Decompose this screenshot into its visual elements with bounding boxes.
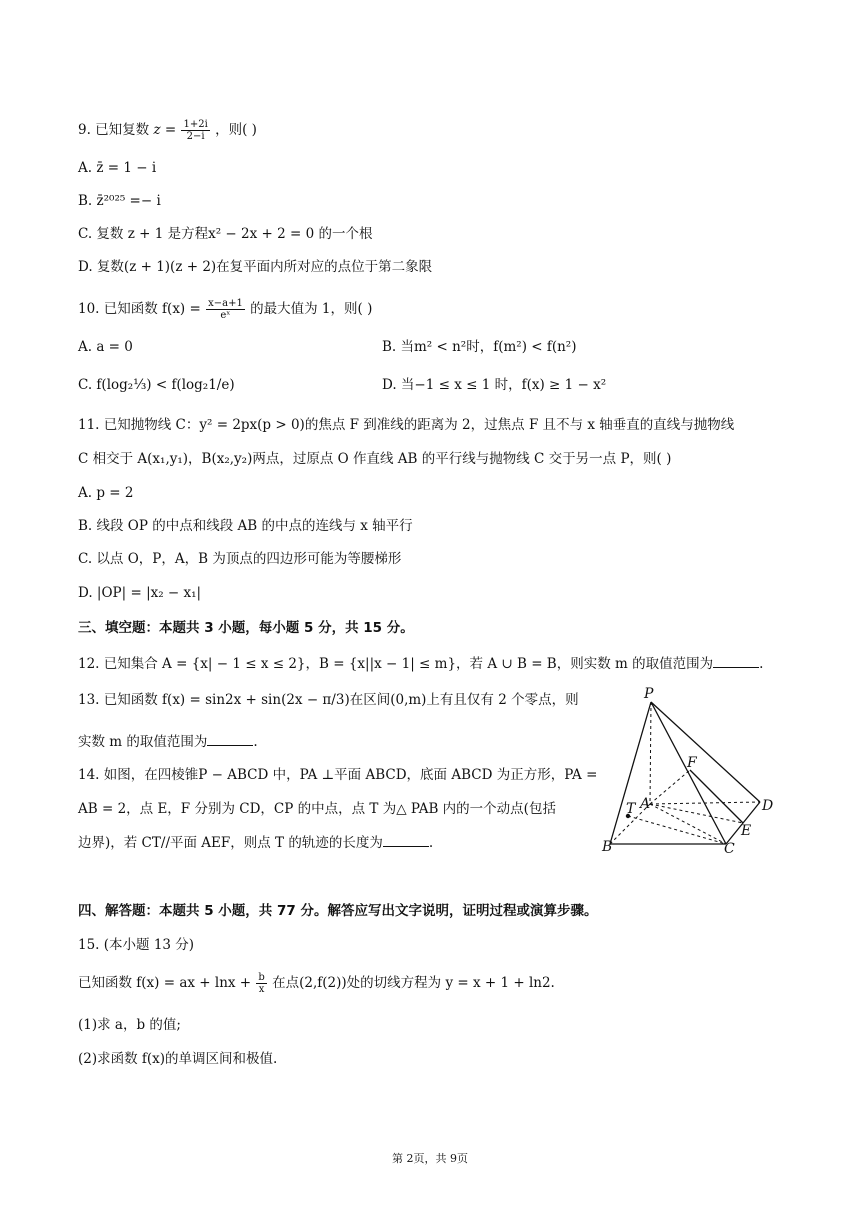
- q9-option-c: C. 复数 z + 1 是方程x² − 2x + 2 = 0 的一个根: [78, 226, 373, 242]
- q10-option-d: D. 当−1 ≤ x ≤ 1 时，f(x) ≥ 1 − x²: [382, 377, 607, 393]
- q10-stem: 10. 已知函数 f(x) = $\frac{x-a+1}{\text{eˣ}}$ 的最大值为 1，则( ): [78, 298, 373, 321]
- q13-line2: 实数 m 的取值范围为 .: [78, 734, 258, 750]
- q11-line1: 11. 已知抛物线 C：y² = 2px(p > 0)的焦点 F 到准线的距离为 2，过焦点 F 且不与 x 轴垂直的直线与抛物线: [78, 417, 735, 433]
- q10-option-a: A. a = 0: [78, 339, 133, 355]
- q11-line2: C 相交于 A(x₁,y₁)，B(x₂,y₂)两点，过原点 O 作直线 AB 的平行线与抛物线 C 交于另一点 P，则( ): [78, 451, 672, 467]
- q15-fraction: $\frac{b}{x}$: [258, 972, 265, 995]
- q15-heading: 15. (本小题 13 分): [78, 937, 195, 953]
- q13-line1: 13. 已知函数 f(x) = sin2x + sin(2x − π/3)在区间(0,m)上有且仅有 2 个零点，则: [78, 692, 579, 708]
- q9-option-b: B. z̄²⁰²⁵ =− i: [78, 193, 161, 209]
- label-d: D: [762, 798, 774, 814]
- q11-option-a: A. p = 2: [78, 485, 134, 501]
- q11-option-c: C. 以点 O，P，A，B 为顶点的四边形可能为等腰梯形: [78, 551, 402, 567]
- q15-stem: 已知函数 f(x) = ax + lnx + $\frac{b}{x}$ 在点(2,f(2))处的切线方程为 y = x + 1 + ln2.: [78, 972, 555, 995]
- q10-option-c: C. f(log₂⅓) < f(log₂1/e): [78, 377, 235, 393]
- q14-line2: AB = 2，点 E，F 分别为 CD，CP 的中点，点 T 为△ PAB 内的一个动点(包括: [78, 801, 556, 817]
- q9-stem: 9. 已知复数 z = $\frac{1+2i}{2-i}$ ，则( ): [78, 119, 257, 142]
- answer-blank: [713, 655, 759, 668]
- q14-line1: 14. 如图，在四棱锥P − ABCD 中，PA ⊥平面 ABCD，底面 ABCD 为正方形，PA =: [78, 767, 598, 783]
- label-p: P: [644, 686, 654, 702]
- label-b: B: [602, 839, 613, 854]
- q14-line3: 边界)，若 CT//平面 AEF，则点 T 的轨迹的长度为 .: [78, 835, 434, 851]
- q15-part1: (1)求 a，b 的值;: [78, 1017, 181, 1033]
- q11-option-b: B. 线段 OP 的中点和线段 AB 的中点的连线与 x 轴平行: [78, 518, 413, 534]
- label-c: C: [724, 841, 735, 854]
- answer-blank: [383, 834, 429, 847]
- q11-option-d: D. |OP| = |x₂ − x₁|: [78, 585, 202, 601]
- label-f: F: [687, 755, 697, 771]
- label-a: A: [640, 796, 651, 812]
- q9-fraction: $\frac{1+2i}{2-i}$: [183, 119, 208, 142]
- page-footer: 第 2页，共 9页: [392, 1152, 468, 1165]
- q9-option-a: A. z̄ = 1 − i: [78, 160, 157, 176]
- pyramid-figure: [600, 682, 785, 854]
- q10-fraction: $\frac{x-a+1}{\text{eˣ}}$: [208, 298, 243, 321]
- q15-part2: (2)求函数 f(x)的单调区间和极值.: [78, 1051, 278, 1067]
- q10-option-b: B. 当m² < n²时，f(m²) < f(n²): [382, 339, 577, 355]
- answer-blank: [207, 733, 253, 746]
- label-e: E: [741, 823, 752, 839]
- section-3-heading: 三、填空题：本题共 3 小题，每小题 5 分，共 15 分。: [78, 620, 414, 636]
- label-t: T: [626, 801, 636, 817]
- q9-option-d: D. 复数(z + 1)(z + 2)在复平面内所对应的点位于第二象限: [78, 259, 433, 275]
- section-4-heading: 四、解答题：本题共 5 小题，共 77 分。解答应写出文字说明，证明过程或演算步骤。: [78, 903, 598, 919]
- q12: 12. 已知集合 A = {x| − 1 ≤ x ≤ 2}，B = {x||x − 1| ≤ m}，若 A ∪ B = B，则实数 m 的取值范围为 .: [78, 656, 764, 672]
